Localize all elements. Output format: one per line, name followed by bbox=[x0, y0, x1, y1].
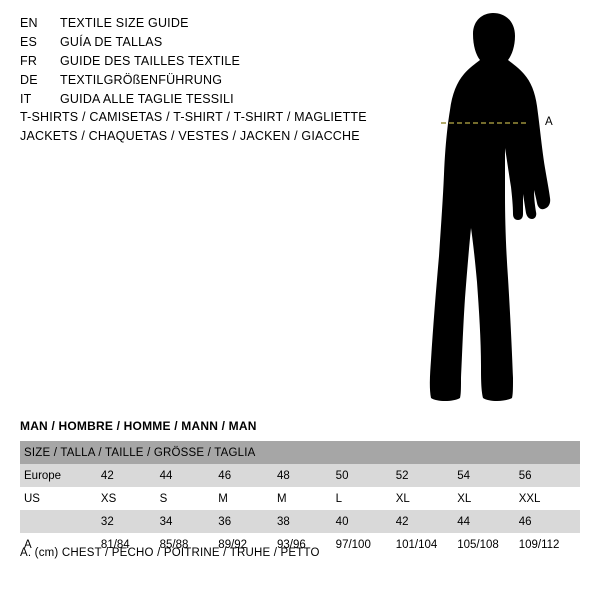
language-text: GUIDE DES TAILLES TEXTILE bbox=[60, 54, 241, 68]
category-jackets: JACKETS / CHAQUETAS / VESTES / JACKEN / GIACCHE bbox=[20, 129, 360, 143]
cell-value: 42 bbox=[100, 469, 114, 482]
cell-value: 32 bbox=[100, 515, 114, 528]
language-text: GUIDA ALLE TAGLIE TESSILI bbox=[60, 92, 234, 106]
cell-value: 50 bbox=[335, 469, 349, 482]
language-row bbox=[20, 54, 380, 73]
language-row bbox=[20, 16, 380, 35]
row-label: US bbox=[24, 492, 40, 505]
cell-value: 105/108 bbox=[457, 538, 499, 551]
row-label: A bbox=[24, 538, 32, 551]
row-label: Europe bbox=[24, 469, 62, 482]
cell-value: 89/92 bbox=[218, 538, 248, 551]
language-row bbox=[20, 92, 380, 111]
cell-value: 44 bbox=[159, 469, 173, 482]
cell-value: L bbox=[335, 492, 343, 505]
table-section-title: MAN / HOMBRE / HOMME / MANN / MAN bbox=[20, 419, 257, 433]
table-row bbox=[20, 464, 580, 487]
cell-value: 34 bbox=[159, 515, 173, 528]
language-code: EN bbox=[20, 16, 38, 30]
language-list bbox=[20, 16, 380, 111]
table-row bbox=[20, 487, 580, 510]
cell-value: 93/96 bbox=[276, 538, 306, 551]
cell-value: 54 bbox=[457, 469, 471, 482]
cell-value: 56 bbox=[518, 469, 532, 482]
cell-value: 36 bbox=[218, 515, 232, 528]
row-label bbox=[20, 510, 101, 533]
cell-value: 81/84 bbox=[100, 538, 130, 551]
cell-value: 46 bbox=[518, 515, 532, 528]
cell-value: M bbox=[218, 492, 228, 505]
language-code: DE bbox=[20, 73, 38, 87]
cell-value: XS bbox=[100, 492, 117, 505]
cell-value: 52 bbox=[395, 469, 409, 482]
category-list bbox=[20, 110, 420, 148]
size-table bbox=[20, 441, 580, 556]
category-tshirts: T-SHIRTS / CAMISETAS / T-SHIRT / T-SHIRT / MAGLIETTE bbox=[20, 110, 367, 124]
language-code: IT bbox=[20, 92, 32, 106]
cell-value: 38 bbox=[276, 515, 290, 528]
table-footnote: A. (cm) CHEST / PECHO / POITRINE / TRUHE / PETTO bbox=[20, 547, 320, 559]
language-text: TEXTILE SIZE GUIDE bbox=[60, 16, 189, 30]
cell-value: 44 bbox=[457, 515, 471, 528]
table-header-row bbox=[20, 441, 580, 464]
language-row bbox=[20, 73, 380, 92]
chest-measure-line bbox=[439, 115, 531, 131]
marker-a-label: A bbox=[545, 116, 554, 128]
body-figure bbox=[395, 10, 600, 410]
table-row bbox=[20, 510, 580, 533]
cell-value: S bbox=[159, 492, 168, 505]
cell-value: 48 bbox=[276, 469, 290, 482]
language-code: FR bbox=[20, 54, 38, 68]
language-text: TEXTILGRÖßENFÜHRUNG bbox=[60, 73, 223, 87]
cell-value: 40 bbox=[335, 515, 349, 528]
male-silhouette-icon bbox=[395, 10, 600, 410]
cell-value: 85/88 bbox=[159, 538, 189, 551]
cell-value: XL bbox=[457, 492, 472, 505]
cell-value: 109/112 bbox=[518, 538, 560, 551]
cell-value: XL bbox=[395, 492, 410, 505]
cell-value: 46 bbox=[218, 469, 232, 482]
cell-value: 101/104 bbox=[395, 538, 438, 551]
language-row bbox=[20, 35, 380, 54]
table-header-label: SIZE / TALLA / TAILLE / GRÖSSE / TAGLIA bbox=[24, 446, 256, 459]
language-code: ES bbox=[20, 35, 38, 49]
cell-value: 97/100 bbox=[335, 538, 371, 551]
cell-value: 42 bbox=[395, 515, 409, 528]
cell-value: M bbox=[276, 492, 287, 505]
cell-value: XXL bbox=[518, 492, 541, 505]
language-text: GUÍA DE TALLAS bbox=[60, 35, 163, 49]
